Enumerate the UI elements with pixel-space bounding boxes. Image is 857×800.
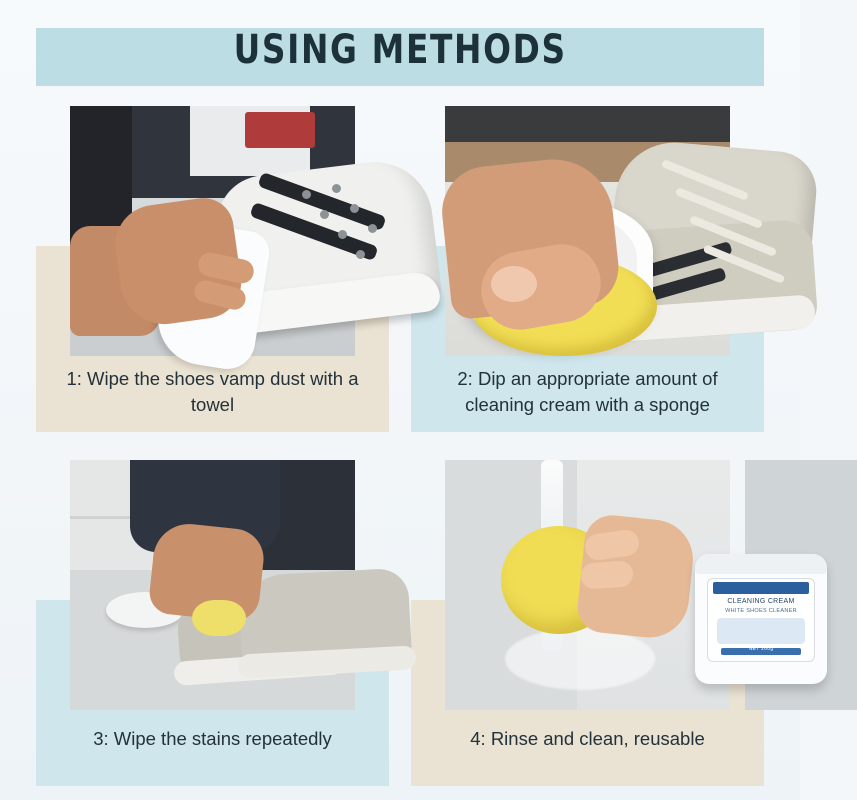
step-image-3 — [70, 460, 355, 710]
step-caption-3: 3: Wipe the stains repeatedly — [93, 728, 332, 749]
step-caption-1: 1: Wipe the shoes vamp dust with a towel — [66, 368, 359, 416]
steps-grid — [0, 100, 800, 790]
step-image-2 — [445, 106, 730, 356]
page-title: USING METHODS — [233, 27, 567, 73]
product-name-label: CLEANING CREAM — [727, 598, 795, 605]
step-card-2 — [411, 106, 764, 436]
step-image-4 — [445, 460, 797, 710]
step-caption-2: 2: Dip an appropriate amount of cleaning cream with a sponge — [457, 368, 718, 416]
step-caption-4: 4: Rinse and clean, reusable — [470, 728, 705, 749]
product-weight-label: NET 260g — [748, 646, 774, 652]
product-subtitle-label: WHITE SHOES CLEANER — [725, 608, 797, 614]
step-card-3 — [36, 460, 389, 790]
step-image-1 — [70, 106, 355, 356]
step-card-1 — [36, 106, 389, 436]
header — [0, 0, 800, 100]
step-card-4 — [411, 460, 797, 790]
